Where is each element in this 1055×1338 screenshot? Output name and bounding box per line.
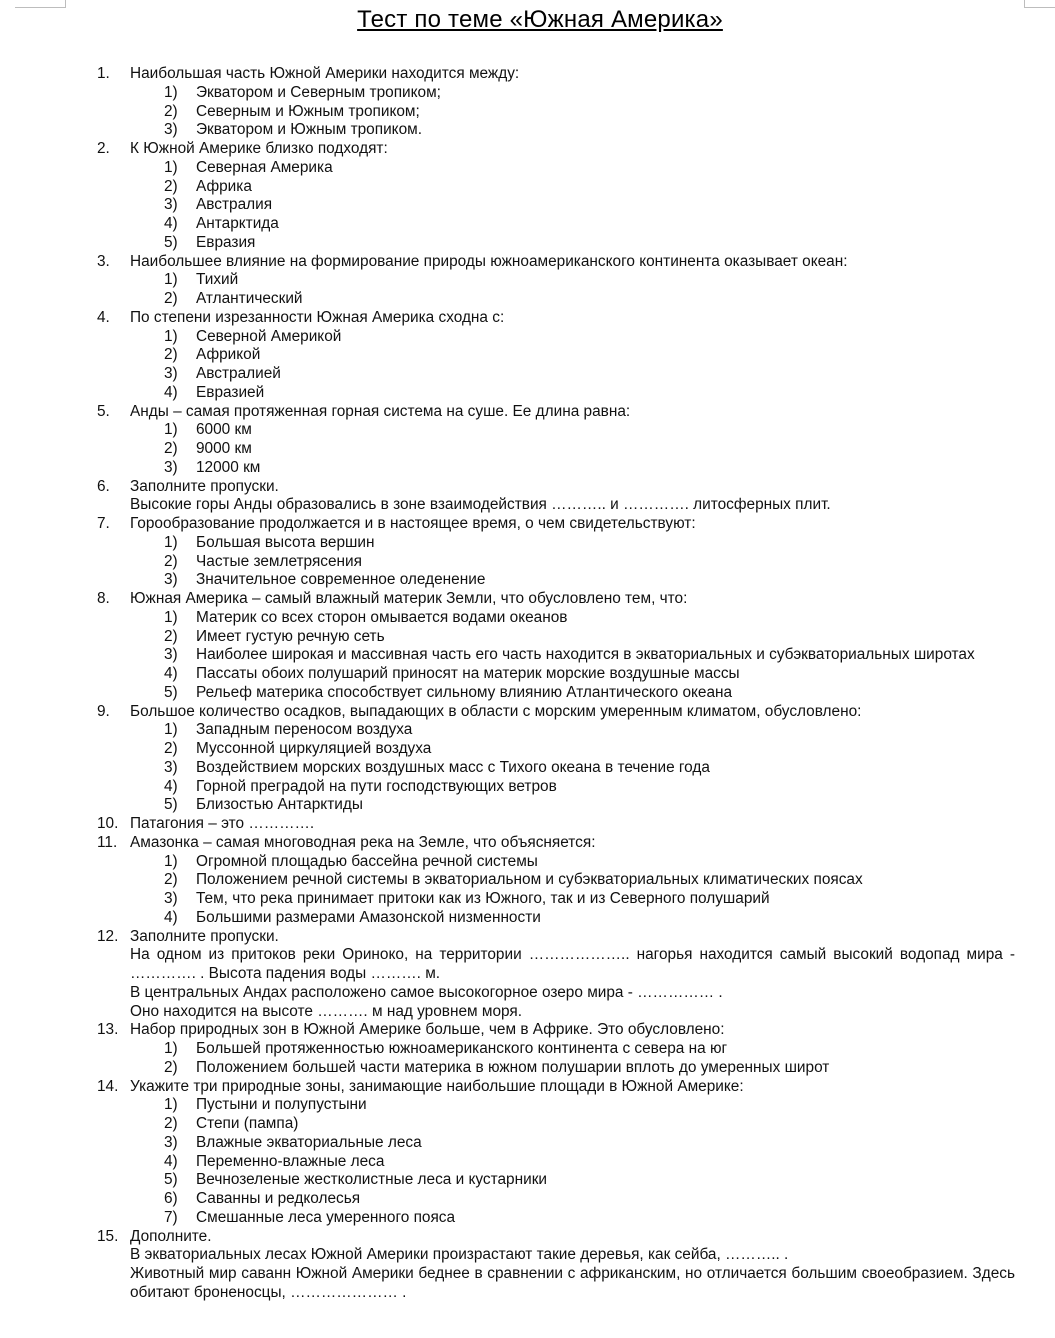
- option-number: 1): [164, 1096, 178, 1114]
- option-text: Степи (пампа): [196, 1115, 299, 1132]
- question-number: 11.: [97, 833, 118, 851]
- question-number: 3.: [97, 252, 110, 270]
- option-text: Большая высота вершин: [196, 533, 375, 551]
- option-text: Евразией: [196, 383, 265, 401]
- question-number: 8.: [97, 590, 110, 607]
- question-item: [0, 515, 1055, 534]
- question-text: Южная Америка – самый влажный материк Земли, что обусловлено тем, что:: [130, 590, 688, 607]
- option-text: Наиболее широкая и массивная часть его часть находится в экваториальных и субэкваториальных широтах: [196, 646, 975, 664]
- option-number: 2): [164, 1058, 178, 1076]
- question-list: [0, 65, 1055, 1303]
- question-number: 5.: [97, 402, 110, 420]
- question-item: [0, 478, 1055, 497]
- option-text: Австралия: [196, 196, 273, 214]
- question-number: 13.: [97, 1021, 119, 1039]
- option-number: 2): [164, 346, 178, 364]
- question-text: Заполните пропуски.: [130, 477, 279, 495]
- answer-option: [0, 853, 1055, 872]
- option-text: Горной преградой на пути господствующих ветров: [196, 777, 557, 795]
- option-text: Близостью Антарктиды: [196, 796, 363, 814]
- answer-option: [0, 1096, 1055, 1115]
- answer-option: [0, 459, 1055, 478]
- answer-option: [0, 665, 1055, 684]
- option-number: 3): [164, 458, 178, 476]
- question-text: Патагония – это ………….: [130, 815, 315, 832]
- answer-option: [0, 1040, 1055, 1059]
- option-text: Экватором и Северным тропиком;: [196, 83, 441, 101]
- question-text: Амазонка – самая многоводная река на Земле, что объясняется:: [130, 833, 596, 851]
- option-number: 4): [164, 215, 178, 232]
- option-text: Саванны и редколесья: [196, 1190, 361, 1207]
- option-number: 1): [164, 271, 178, 289]
- question-text: Анды – самая протяженная горная система на суше. Ее длина равна:: [130, 402, 631, 420]
- option-text: Смешанные леса умеренного пояса: [196, 1208, 456, 1226]
- question-item: [0, 815, 1055, 834]
- answer-option: [0, 1153, 1055, 1172]
- option-number: 1): [164, 158, 178, 176]
- option-text: Рельеф материка способствует сильному влиянию Атлантического океана: [196, 683, 733, 701]
- fill-in-line: В экваториальных лесах Южной Америки произрастают такие деревья, как сейба, ……….. .: [130, 1246, 789, 1264]
- answer-option: [0, 778, 1055, 797]
- question-number: 10.: [97, 815, 119, 832]
- question-item: [0, 65, 1055, 84]
- option-text: Муссонной циркуляцией воздуха: [196, 740, 432, 757]
- question-text: Набор природных зон в Южной Америке больше, чем в Африке. Это обусловлено:: [130, 1021, 725, 1039]
- option-text: Материк со всех сторон омывается водами океанов: [196, 608, 568, 626]
- question-item: [0, 1021, 1055, 1040]
- fill-in-line: На одном из притоков реки Ориноко, на территории ……………….. нагорья находится самый высокий водопад мира - …………. . Высота падения воды ………. м.: [130, 946, 1015, 982]
- option-text: 6000 км: [196, 421, 252, 439]
- answer-option: [0, 1134, 1055, 1153]
- answer-option: [0, 646, 1055, 665]
- question-text: Заполните пропуски.: [130, 927, 279, 945]
- question-item: [0, 834, 1055, 853]
- option-number: 3): [164, 365, 178, 382]
- option-number: 4): [164, 908, 178, 926]
- option-number: 3): [164, 571, 178, 589]
- answer-option: [0, 628, 1055, 647]
- option-number: 2): [164, 1115, 178, 1132]
- question-number: 2.: [97, 140, 110, 157]
- option-number: 1): [164, 421, 178, 439]
- answer-option: [0, 328, 1055, 347]
- answer-option: [0, 740, 1055, 759]
- question-item: [0, 253, 1055, 272]
- answer-option: [0, 271, 1055, 290]
- question-item: [0, 928, 1055, 947]
- question-text: Горообразование продолжается и в настоящее время, о чем свидетельствуют:: [130, 515, 696, 532]
- option-text: Воздействием морских воздушных масс с Тихого океана в течение года: [196, 758, 710, 776]
- question-number: 14.: [97, 1077, 119, 1095]
- answer-option: [0, 1059, 1055, 1078]
- answer-option: [0, 290, 1055, 309]
- option-number: 1): [164, 721, 178, 739]
- option-number: 2): [164, 102, 178, 120]
- answer-option: [0, 684, 1055, 703]
- question-text: Укажите три природные зоны, занимающие наибольшие площади в Южной Америке:: [130, 1077, 744, 1095]
- option-number: 2): [164, 552, 178, 570]
- option-text: 12000 км: [196, 458, 261, 476]
- option-text: Северным и Южным тропиком;: [196, 102, 420, 120]
- option-number: 3): [164, 646, 178, 664]
- question-item: [0, 1228, 1055, 1247]
- option-text: Австралией: [196, 365, 281, 382]
- option-text: Тем, что река принимает притоки как из Южного, так и из Северного полушарий: [196, 890, 770, 907]
- answer-option: [0, 1209, 1055, 1228]
- option-number: 1): [164, 608, 178, 626]
- option-number: 4): [164, 777, 178, 795]
- question-item: [0, 403, 1055, 422]
- option-number: 7): [164, 1208, 178, 1226]
- answer-option: [0, 84, 1055, 103]
- option-text: Большими размерами Амазонской низменности: [196, 908, 541, 926]
- fill-in-line: Высокие горы Анды образовались в зоне взаимодействия ……….. и …………. литосферных плит.: [130, 496, 831, 514]
- option-text: Имеет густую речную сеть: [196, 627, 385, 645]
- option-text: Пустыни и полупустыни: [196, 1096, 367, 1114]
- option-number: 1): [164, 327, 178, 345]
- answer-option: [0, 196, 1055, 215]
- question-text: К Южной Америке близко подходят:: [130, 140, 388, 157]
- answer-option: [0, 759, 1055, 778]
- answer-option: [0, 796, 1055, 815]
- answer-option: [0, 571, 1055, 590]
- option-number: 3): [164, 758, 178, 776]
- option-text: Евразия: [196, 233, 256, 251]
- option-number: 2): [164, 177, 178, 195]
- question-text: По степени изрезанности Южная Америка сходна с:: [130, 308, 505, 326]
- fill-in-line: Животный мир саванн Южной Америки беднее в сравнении с африканским, но отличается большим своеобразием. Здесь обитают броненосцы, ………………… .: [130, 1265, 1015, 1301]
- fill-in-line: Оно находится на высоте ………. м над уровнем моря.: [130, 1002, 523, 1020]
- answer-option: [0, 909, 1055, 928]
- question-number: 6.: [97, 477, 110, 495]
- answer-option: [0, 1171, 1055, 1190]
- option-text: Северной Америкой: [196, 327, 342, 345]
- option-number: 5): [164, 796, 178, 814]
- answer-option: [0, 440, 1055, 459]
- option-number: 3): [164, 196, 178, 214]
- question-number: 1.: [97, 65, 110, 82]
- question-text: Дополните.: [130, 1227, 212, 1245]
- answer-option: [0, 346, 1055, 365]
- option-number: 3): [164, 890, 178, 907]
- answer-option: [0, 384, 1055, 403]
- option-text: Западным переносом воздуха: [196, 721, 413, 739]
- question-item: [0, 140, 1055, 159]
- option-number: 1): [164, 1040, 178, 1057]
- option-text: Положением большей части материка в южном полушарии вплоть до умеренных широт: [196, 1058, 830, 1076]
- option-number: 6): [164, 1190, 178, 1207]
- answer-option: [0, 103, 1055, 122]
- answer-option: [0, 534, 1055, 553]
- option-number: 1): [164, 533, 178, 551]
- option-text: Огромной площадью бассейна речной системы: [196, 852, 538, 870]
- option-text: Значительное современное оледенение: [196, 571, 486, 589]
- answer-option: [0, 365, 1055, 384]
- option-number: 1): [164, 83, 178, 101]
- question-number: 7.: [97, 515, 110, 532]
- question-number: 12.: [97, 927, 119, 945]
- answer-option: [0, 234, 1055, 253]
- answer-option: [0, 215, 1055, 234]
- option-number: 2): [164, 440, 178, 457]
- option-number: 3): [164, 1133, 178, 1151]
- option-number: 4): [164, 1152, 178, 1170]
- answer-option: [0, 159, 1055, 178]
- question-text: Большое количество осадков, выпадающих в области с морским умеренным климатом, обусловлено:: [130, 702, 862, 720]
- option-number: 2): [164, 871, 178, 889]
- answer-option: [0, 1190, 1055, 1209]
- question-item: [0, 590, 1055, 609]
- option-text: Переменно-влажные леса: [196, 1152, 385, 1170]
- option-text: Влажные экваториальные леса: [196, 1133, 422, 1151]
- answer-option: [0, 1115, 1055, 1134]
- option-number: 2): [164, 740, 178, 757]
- option-number: 1): [164, 852, 178, 870]
- answer-option: [0, 553, 1055, 572]
- page-title: Тест по теме «Южная Америка»: [357, 6, 723, 33]
- question-number: 9.: [97, 702, 110, 720]
- answer-option: [0, 871, 1055, 890]
- answer-option: [0, 121, 1055, 140]
- option-text: Африкой: [196, 346, 261, 364]
- question-text: Наибольшее влияние на формирование природы южноамериканского континента оказывает океан:: [130, 252, 848, 270]
- question-number: 15.: [97, 1227, 119, 1245]
- option-number: 5): [164, 1171, 178, 1189]
- option-number: 5): [164, 233, 178, 251]
- option-text: 9000 км: [196, 440, 252, 457]
- question-item: [0, 1078, 1055, 1097]
- option-text: Положением речной системы в экваториальном и субэкваториальных климатических поясах: [196, 871, 863, 889]
- option-number: 4): [164, 665, 178, 682]
- answer-option: [0, 890, 1055, 909]
- answer-option: [0, 178, 1055, 197]
- option-text: Антарктида: [196, 215, 279, 232]
- option-text: Тихий: [196, 271, 239, 289]
- option-text: Пассаты обоих полушарий приносят на материк морские воздушные массы: [196, 665, 740, 682]
- question-number: 4.: [97, 308, 110, 326]
- option-text: Частые землетрясения: [196, 552, 362, 570]
- option-number: 3): [164, 121, 178, 139]
- option-number: 4): [164, 383, 178, 401]
- option-text: Вечнозеленые жестколистные леса и кустарники: [196, 1171, 548, 1189]
- option-text: Атлантический: [196, 290, 303, 307]
- option-text: Экватором и Южным тропиком.: [196, 121, 422, 139]
- option-text: Большей протяженностью южноамериканского континента с севера на юг: [196, 1040, 728, 1057]
- option-number: 2): [164, 290, 178, 307]
- question-item: [0, 309, 1055, 328]
- option-text: Африка: [196, 177, 252, 195]
- option-number: 2): [164, 627, 178, 645]
- fill-in-line: В центральных Андах расположено самое высокогорное озеро мира - …………… .: [130, 983, 723, 1001]
- option-text: Северная Америка: [196, 158, 333, 176]
- question-text: Наибольшая часть Южной Америки находится между:: [130, 65, 520, 82]
- answer-option: [0, 721, 1055, 740]
- answer-option: [0, 421, 1055, 440]
- question-item: [0, 703, 1055, 722]
- option-number: 5): [164, 683, 178, 701]
- answer-option: [0, 609, 1055, 628]
